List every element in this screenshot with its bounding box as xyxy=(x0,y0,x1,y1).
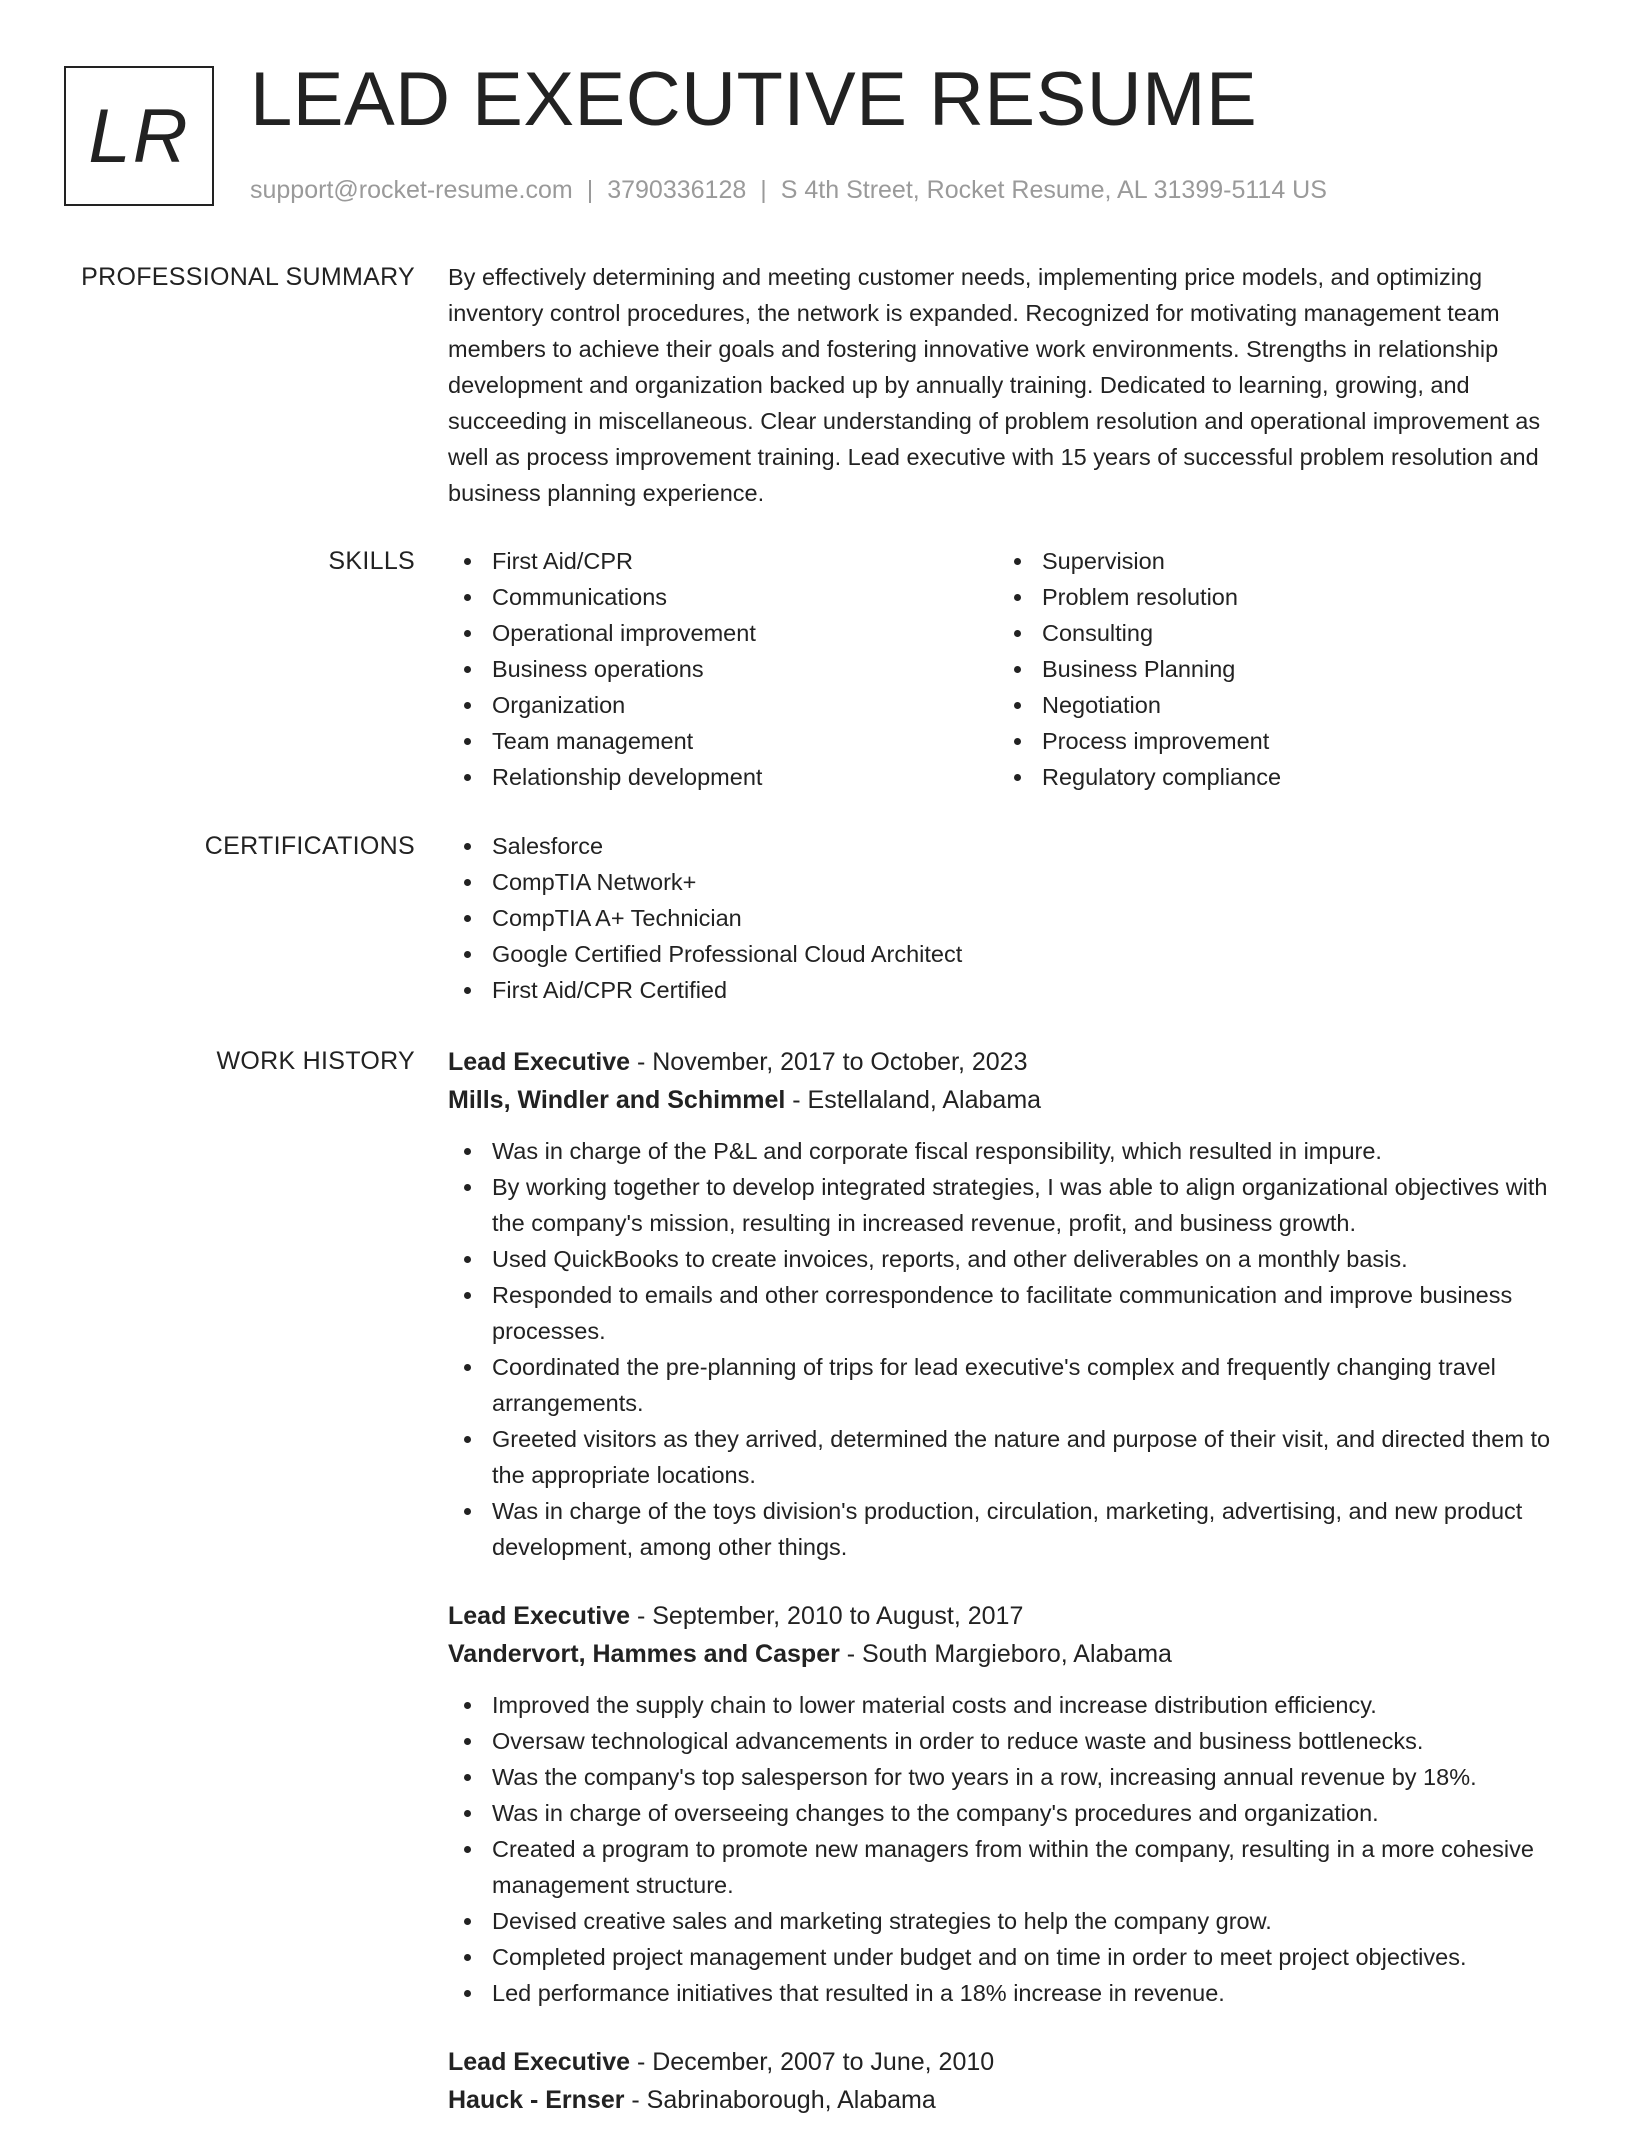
skill-item: Business Planning xyxy=(998,651,1548,687)
job-title: Lead Executive xyxy=(448,1602,631,1630)
skill-item: First Aid/CPR xyxy=(448,543,998,579)
certification-item: Salesforce xyxy=(448,828,1568,864)
skills-list-left xyxy=(448,543,998,795)
skill-item: Process improvement xyxy=(998,723,1548,759)
job-company: Mills, Windler and Schimmel xyxy=(448,1086,786,1114)
job-title-line xyxy=(448,2043,1568,2081)
skill-item: Supervision xyxy=(998,543,1548,579)
skills-list-right xyxy=(998,543,1548,795)
job-bullet: Created a program to promote new managers from within the company, resulting in a more cohesive management structure. xyxy=(448,1831,1568,1903)
certifications-heading: CERTIFICATIONS xyxy=(204,832,415,860)
job-company-line xyxy=(448,2081,1568,2119)
job-bullet: Completed project management under budget and on time in order to meet project objectives. xyxy=(448,1939,1568,1975)
skill-item: Organization xyxy=(448,687,998,723)
job-bullet: Greeted visitors as they arrived, determined the nature and purpose of their visit, and directed them to the appropriate locations. xyxy=(448,1421,1568,1493)
certifications-body xyxy=(448,828,1568,1008)
certifications-list xyxy=(448,828,1568,1008)
skill-item: Regulatory compliance xyxy=(998,759,1548,795)
certification-item: First Aid/CPR Certified xyxy=(448,972,1568,1008)
skills-body xyxy=(448,543,1568,795)
skill-item: Problem resolution xyxy=(998,579,1548,615)
job-entry xyxy=(448,2043,1568,2119)
contact-address: S 4th Street, Rocket Resume, AL 31399-5114 US xyxy=(780,176,1327,204)
job-location: - Sabrinaborough, Alabama xyxy=(624,2086,936,2114)
summary-heading: PROFESSIONAL SUMMARY xyxy=(81,263,415,291)
skill-item: Communications xyxy=(448,579,998,615)
job-bullet: Led performance initiatives that resulted in a 18% increase in revenue. xyxy=(448,1975,1568,2011)
job-bullet: Devised creative sales and marketing strategies to help the company grow. xyxy=(448,1903,1568,1939)
certification-item: CompTIA A+ Technician xyxy=(448,900,1568,936)
job-company: Vandervort, Hammes and Casper xyxy=(448,1640,840,1668)
job-company-line xyxy=(448,1081,1568,1119)
skill-item: Business operations xyxy=(448,651,998,687)
contact-line xyxy=(250,176,1327,205)
contact-phone: 3790336128 xyxy=(607,176,747,204)
summary-text: By effectively determining and meeting customer needs, implementing price models, and optimizing inventory control procedures, the network is expanded. Recognized for motivating management team members to achieve their goals and fostering innovative work environments. Strengths in relationship development and organization backed up by annually training. Dedicated to learning, growing, and succeeding in miscellaneous. Clear understanding of problem resolution and operational improvement as well as process improvement training. Lead executive with 15 years of successful problem resolution and business planning experience. xyxy=(448,264,1541,506)
contact-separator: | xyxy=(586,176,594,204)
job-bullet: Was in charge of overseeing changes to the company's procedures and organization. xyxy=(448,1795,1568,1831)
job-dates: - November, 2017 to October, 2023 xyxy=(630,1048,1028,1076)
job-bullet: Coordinated the pre-planning of trips for lead executive's complex and frequently changing travel arrangements. xyxy=(448,1349,1568,1421)
work-history-body xyxy=(448,1043,1568,2151)
summary-body xyxy=(448,259,1568,511)
job-bullet: Was the company's top salesperson for two years in a row, increasing annual revenue by 18%. xyxy=(448,1759,1568,1795)
contact-separator: | xyxy=(760,176,767,204)
job-bullet: Was in charge of the P&L and corporate fiscal responsibility, which resulted in impure. xyxy=(448,1133,1568,1169)
job-bullet: Oversaw technological advancements in order to reduce waste and business bottlenecks. xyxy=(448,1723,1568,1759)
job-entry xyxy=(448,1597,1568,2011)
job-company-line xyxy=(448,1635,1568,1673)
job-title: Lead Executive xyxy=(448,2048,631,2076)
job-company: Hauck - Ernser xyxy=(448,2086,625,2114)
job-location: - South Margieboro, Alabama xyxy=(839,1640,1172,1668)
certification-item: Google Certified Professional Cloud Architect xyxy=(448,936,1568,972)
skill-item: Consulting xyxy=(998,615,1548,651)
job-bullets xyxy=(448,1687,1568,2011)
skill-item: Team management xyxy=(448,723,998,759)
job-title: Lead Executive xyxy=(448,1048,631,1076)
page-title: LEAD EXECUTIVE RESUME xyxy=(250,57,1258,142)
job-bullet: By working together to develop integrated strategies, I was able to align organizational objectives with the company's mission, resulting in increased revenue, profit, and business growth. xyxy=(448,1169,1568,1241)
job-bullets xyxy=(448,1133,1568,1565)
monogram-logo: LR xyxy=(64,66,214,206)
job-bullet: Responded to emails and other correspondence to facilitate communication and improve business processes. xyxy=(448,1277,1568,1349)
job-bullet: Improved the supply chain to lower material costs and increase distribution efficiency. xyxy=(448,1687,1568,1723)
job-bullet: Used QuickBooks to create invoices, reports, and other deliverables on a monthly basis. xyxy=(448,1241,1568,1277)
job-title-line xyxy=(448,1597,1568,1635)
job-dates: - December, 2007 to June, 2010 xyxy=(630,2048,995,2076)
job-location: - Estellaland, Alabama xyxy=(785,1086,1042,1114)
work-history-heading: WORK HISTORY xyxy=(216,1047,415,1075)
job-entry xyxy=(448,1043,1568,1565)
skills-heading: SKILLS xyxy=(328,547,415,575)
job-bullet: Was in charge of the toys division's production, circulation, marketing, advertising, and new product development, among other things. xyxy=(448,1493,1568,1565)
job-title-line xyxy=(448,1043,1568,1081)
skill-item: Relationship development xyxy=(448,759,998,795)
job-dates: - September, 2010 to August, 2017 xyxy=(630,1602,1024,1630)
skill-item: Negotiation xyxy=(998,687,1548,723)
contact-email: support@rocket-resume.com xyxy=(250,176,573,204)
certification-item: CompTIA Network+ xyxy=(448,864,1568,900)
skill-item: Operational improvement xyxy=(448,615,998,651)
